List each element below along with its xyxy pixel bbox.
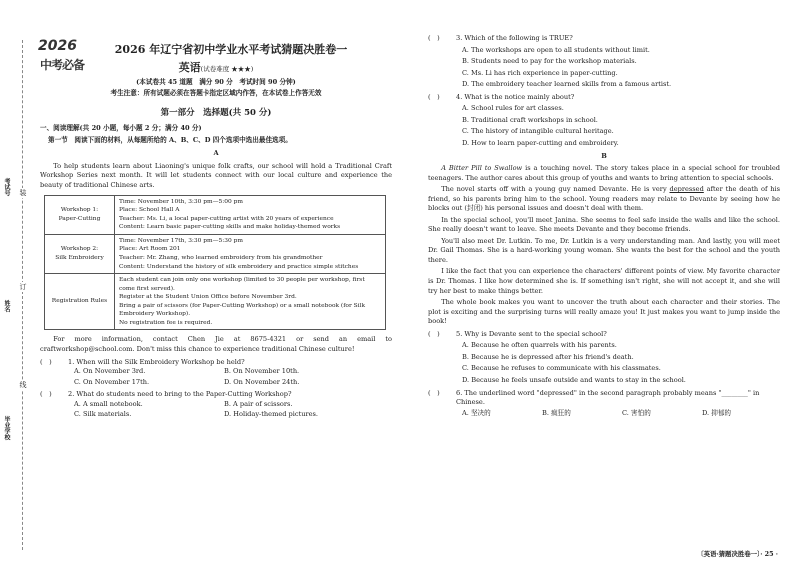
option-a: A. 坚决的 [462, 408, 491, 417]
passage-b-paragraph: I like the fact that you can experience the characters' different points of view. My favorite character is Dr. Thomas. I like how determined she is. If something isn't right, she will not accept it, and she will try her best to make things better. [428, 267, 780, 295]
option-b: B. On November 10th. [224, 367, 300, 376]
option-a: A. The workshops are open to all students without limit. [462, 45, 650, 54]
passage-label-a: A [213, 149, 219, 158]
difficulty-rating: (试卷难度 ★★★) [200, 64, 254, 73]
answer-bracket[interactable]: ( ) [40, 357, 52, 366]
table-row-details [115, 195, 386, 234]
detail-line: Time: November 10th, 3:30 pm—5:00 pm [119, 198, 243, 205]
option-c: C. The history of intangible cultural heritage. [462, 127, 614, 136]
option-d: D. How to learn paper-cutting and embroidery. [462, 138, 619, 147]
question-stem: 6. The underlined word "depressed" in the second paragraph probably means "________" in Chinese. [456, 388, 760, 407]
detail-line: Content: Understand the history of silk embroidery and practice simple stitches [119, 263, 359, 270]
page-footer: 〔英语·猜题决胜卷一〕· 25 · [697, 550, 778, 558]
school-label: 毕业学校 [3, 416, 10, 440]
paragraph-text: after the death of his friend, so his parents bring him to the school. Young readers may relate to Devante by seeing how he blocks out (封闭) his personal issues and doesn't deal with them. [428, 185, 780, 213]
right-column [428, 34, 780, 418]
question-2 [40, 390, 392, 420]
logo-text: 中考必备 [40, 58, 85, 72]
option-d: D. 抑郁的 [702, 408, 732, 417]
subject-name: 英语 [178, 60, 201, 74]
answer-bracket[interactable]: ( ) [428, 92, 440, 101]
question-stem: 3. Which of the following is TRUE? [456, 34, 573, 42]
option-b: B. Traditional craft workshops in school. [462, 115, 598, 124]
option-a: A. School rules for art classes. [462, 104, 564, 113]
question-stem: 5. Why is Devante sent to the special school? [456, 329, 607, 338]
detail-line: Bring a pair of scissors (for Paper-Cutting Workshop) or a small notebook (for Silk Embroidery Workshop). [119, 302, 366, 318]
question-stem: 1. When will the Silk Embroidery Workshop be held? [68, 357, 245, 366]
paragraph-text: The novel starts off with a young guy named Devante. He is very [441, 185, 670, 194]
table-row-heading [45, 274, 115, 330]
option-a: A. On November 3rd. [74, 367, 146, 376]
passage-b-paragraph: The whole book makes you want to uncover the truth about each character and their stories. The plot is exciting and the surprising turns will really amaze you! It just makes you want to jump inside the book! [428, 298, 780, 326]
question-6 [428, 389, 780, 419]
part-heading: 第一部分 选择题(共 50 分) [160, 107, 272, 118]
section-subheading: 第一节 阅读下面的材料，从每题所给的 A、B、C、D 四个选项中选出最佳选项。 [48, 135, 292, 144]
workshop-name: Silk Embroidery [55, 254, 104, 261]
option-d: D. Holiday-themed pictures. [224, 410, 319, 419]
table-row [45, 234, 386, 273]
passage-a-intro: To help students learn about Liaoning's unique folk crafts, our school will hold a Traditional Craft Workshop Series next month. It will let students connect with our local culture and experience the beauty of traditional Chinese arts. [40, 161, 392, 190]
exam-title: 2026 年辽宁省初中学业水平考试猜题决胜卷一 [114, 43, 348, 56]
workshop-number: Workshop 2: [60, 246, 99, 253]
underlined-word: depressed [669, 185, 704, 194]
detail-line: Register at the Student Union Office before November 3rd. [119, 294, 297, 301]
name-label: 姓名 [3, 300, 10, 312]
section-heading: 一、阅读理解(共 20 小题，每小题 2 分；满分 40 分) [40, 124, 202, 133]
passage-b-paragraph: In the special school, you'll meet Janina. She seems to feel safe inside the walls and like the school. She really doesn't want to leave. She meets Devante and they become friends. [428, 215, 780, 234]
option-b: B. A pair of scissors. [224, 399, 293, 408]
cut-line [22, 40, 23, 550]
option-c: C. 害怕的 [622, 408, 651, 417]
option-d: D. On November 24th. [224, 377, 300, 386]
table-row-details [115, 234, 386, 273]
answer-bracket[interactable]: ( ) [428, 388, 440, 397]
table-row-heading [45, 195, 115, 234]
option-d: D. The embroidery teacher learned skills from a famous artist. [462, 80, 672, 89]
answer-bracket[interactable]: ( ) [40, 390, 52, 399]
workshop-table [44, 195, 386, 331]
cut-mark: 订 [19, 283, 27, 291]
detail-line: Teacher: Ms. Li, a local paper-cutting artist with 20 years of experience [119, 215, 334, 222]
detail-line: Content: Learn basic paper-cutting skills and make holiday-themed works [119, 224, 341, 231]
question-stem: 2. What do students need to bring to the Paper-Cutting Workshop? [68, 390, 292, 399]
question-4 [428, 93, 780, 149]
logo-year: 2026 [38, 38, 77, 54]
detail-line: Time: November 17th, 3:30 pm—5:30 pm [119, 237, 243, 244]
option-a: A. Because he often quarrels with his parents. [462, 341, 617, 350]
left-column [40, 42, 392, 420]
passage-b-paragraph [428, 185, 780, 214]
detail-line: Each student can join only one workshop (limited to 30 people per workshop, first come first served). [119, 277, 365, 292]
option-b: B. Students need to pay for the workshop materials. [462, 57, 637, 66]
answer-bracket[interactable]: ( ) [428, 329, 440, 338]
option-c: C. Because he refuses to communicate with his classmates. [462, 364, 661, 373]
table-row [45, 274, 386, 330]
passage-b-paragraph: You'll also meet Dr. Lutkin. To me, Dr. Lutkin is a very understanding man. And lastly, you will meet Dr. Gail Thomas. She is a hard-working young woman. She wants the best for the school and the youth there. [428, 236, 780, 264]
rules-heading: Registration Rules [51, 298, 108, 305]
table-row [45, 195, 386, 234]
option-c: C. On November 17th. [74, 377, 150, 386]
exam-notice: 考生注意：所有试题必须在答题卡指定区域内作答，在本试卷上作答无效 [110, 89, 322, 98]
option-a: A. A small notebook. [74, 399, 143, 408]
option-b: B. Because he is depressed after his friend's death. [462, 352, 634, 361]
workshop-name: Paper-Cutting [58, 215, 101, 222]
passage-a-contact: For more information, contact Chen Jie at 8675-4321 or send an email to craftworkshop@school.com. Don't miss this chance to experience traditional Chinese culture! [40, 335, 392, 353]
detail-line: No registration fee is required. [119, 319, 213, 326]
cut-mark: 线 [19, 381, 27, 389]
answer-bracket[interactable]: ( ) [428, 34, 440, 42]
detail-line: Place: School Hall A [119, 207, 180, 214]
question-1 [40, 358, 392, 388]
option-b: B. 疯狂的 [542, 408, 571, 417]
passage-label-b: B [601, 152, 607, 161]
option-c: C. Silk materials. [74, 410, 132, 419]
option-c: C. Ms. Li has rich experience in paper-cutting. [462, 68, 618, 77]
table-row-details [115, 274, 386, 330]
option-d: D. Because he feels unsafe outside and wants to stay in the school. [462, 375, 686, 384]
book-title: A Bitter Pill to Swallow [441, 164, 523, 173]
binding-margin [0, 0, 32, 566]
question-5 [428, 330, 780, 386]
question-stem: 4. What is the notice mainly about? [456, 92, 575, 101]
paragraph-text: is a touching novel. The story takes place in a special school for troubled teenagers. The author cares about this group of youths and wants to bring attention to special schools. [428, 164, 781, 182]
cut-mark: 装 [19, 189, 27, 197]
detail-line: Place: Art Room 201 [119, 246, 181, 253]
exam-number-label: 考试号 [3, 178, 10, 196]
question-3 [428, 34, 780, 90]
workshop-number: Workshop 1: [60, 207, 99, 214]
subject-heading [40, 60, 392, 76]
table-row-heading [45, 234, 115, 273]
detail-line: Teacher: Mr. Zhang, who learned embroidery from his grandmother [119, 254, 323, 261]
passage-b-paragraph [428, 164, 780, 183]
exam-meta: (本试卷共 45 道题 满分 90 分 考试时间 90 分钟) [136, 77, 296, 86]
